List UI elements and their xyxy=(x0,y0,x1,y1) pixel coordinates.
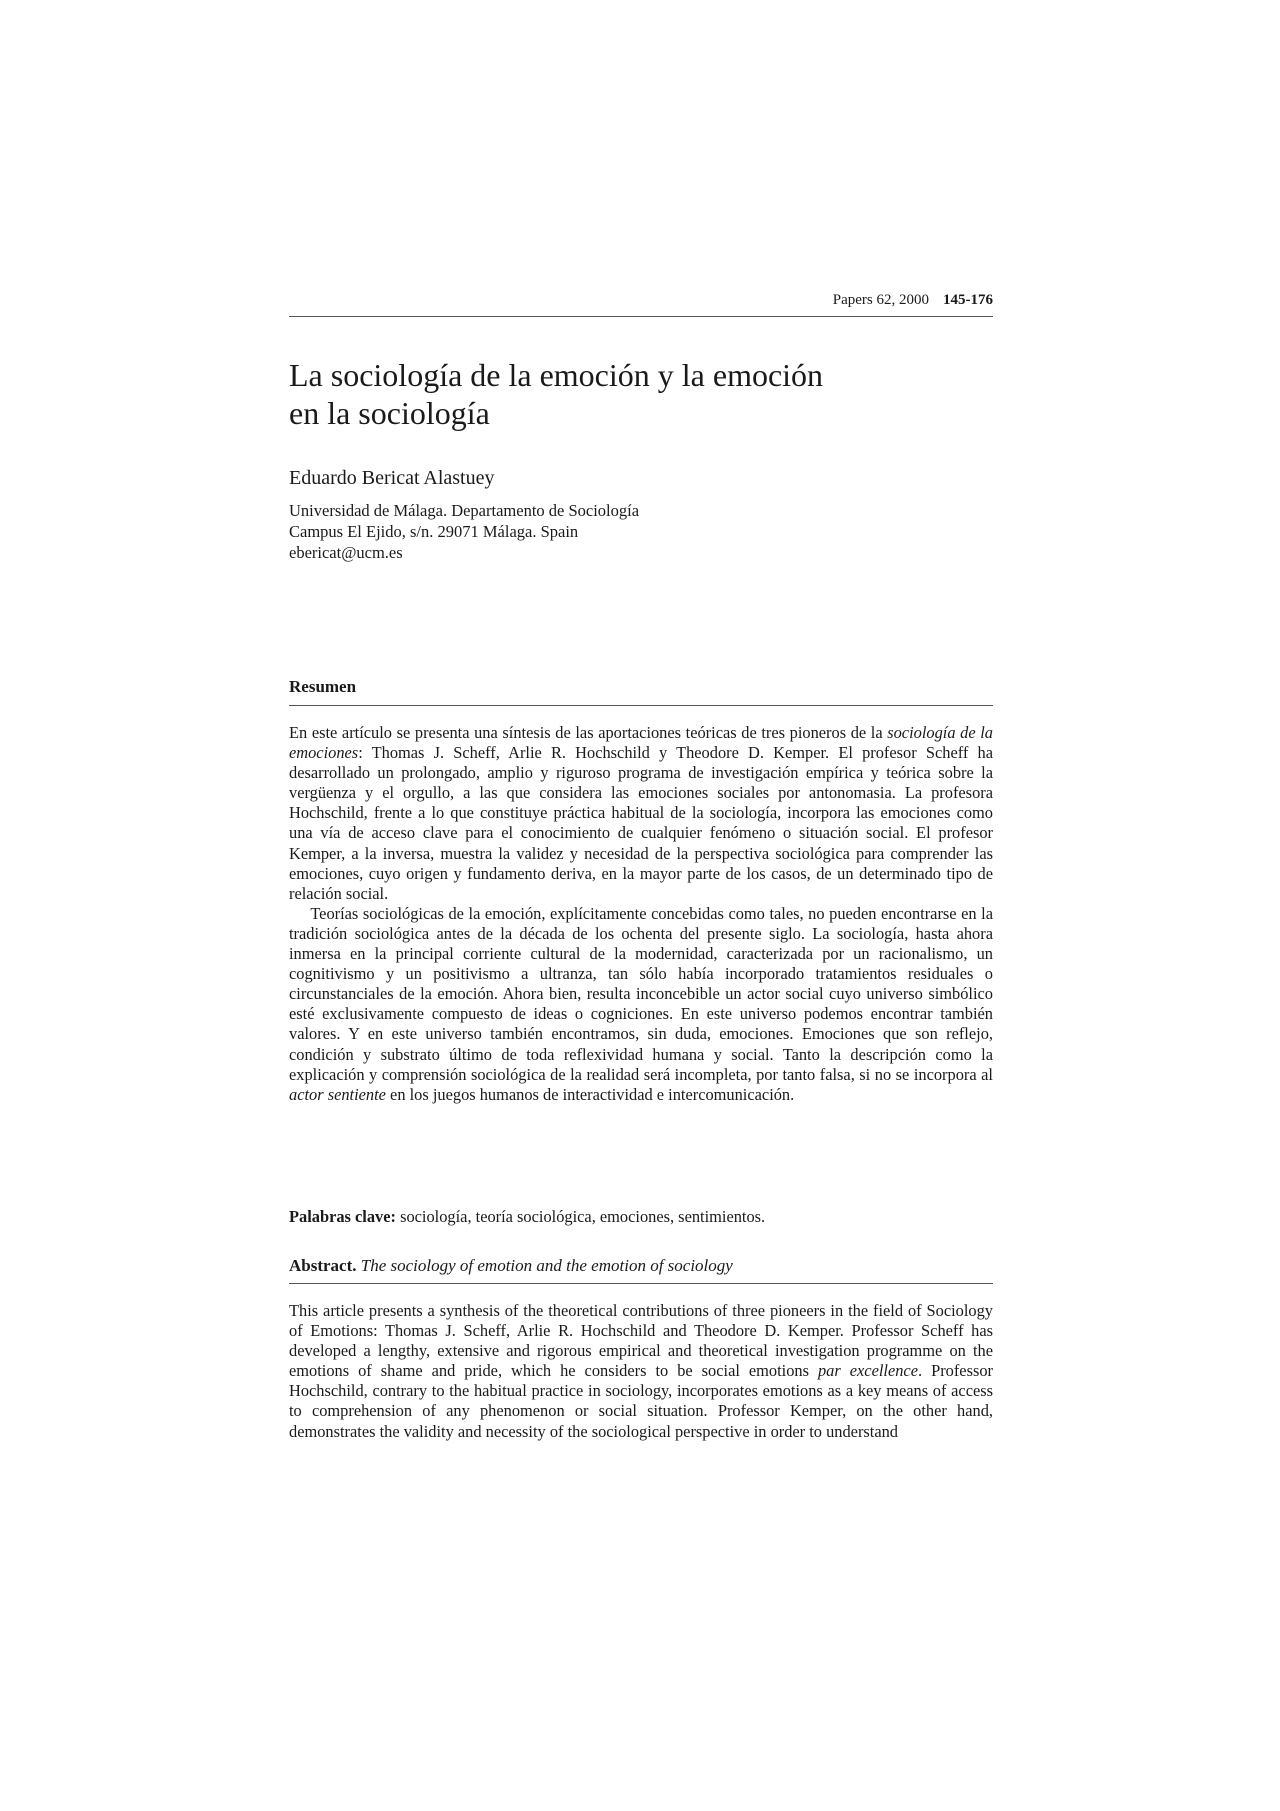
author-name: Eduardo Bericat Alastuey xyxy=(289,467,495,489)
abstract-title: The sociology of emotion and the emotion of sociology xyxy=(360,1256,733,1275)
abstract-rule xyxy=(289,1283,993,1284)
resumen-heading: Resumen xyxy=(289,677,357,696)
header-rule xyxy=(289,316,993,317)
abstract-heading: Abstract. The sociology of emotion and the emotion of sociology xyxy=(289,1256,733,1275)
article-title xyxy=(289,356,993,432)
resumen-rule xyxy=(289,705,993,706)
journal-citation: Papers 62, 2000 xyxy=(832,292,929,308)
page-range: 145-176 xyxy=(943,292,993,308)
affiliation-line-2: Campus El Ejido, s/n. 29071 Málaga. Spain xyxy=(289,522,579,541)
affiliation-line-1: Universidad de Málaga. Departamento de Sociología xyxy=(289,501,640,520)
title-line-1: La sociología de la emoción y la emoción xyxy=(289,357,824,393)
keywords-list: sociología, teoría sociológica, emociones, sentimientos. xyxy=(395,1207,766,1226)
author-email: ebericat@ucm.es xyxy=(289,543,403,562)
abstract-paragraph-1: This article presents a synthesis of the theoretical contributions of three pioneers in the field of Sociology of Emotions: Thomas J. Scheff, Arlie R. Hochschild and Theodore D. Kemper. Professor Scheff has developed a lengthy, extensive and rigorous empirical and theoretical investigation programme on the emotions of shame and pride, which he considers to be social emotions par excellence. Professor Hochschild, contrary to the habitual practice in sociology, incorporates emotions as a key means of access to comprehension of any phenomenon or social situation. Professor Kemper, on the other hand, demonstrates the validity and necessity of the sociological perspective in order to understand xyxy=(289,1301,993,1441)
resumen-body xyxy=(289,723,993,1105)
author-affiliation xyxy=(289,500,639,563)
abstract-body xyxy=(289,1301,993,1442)
keywords xyxy=(289,1207,765,1227)
resumen-paragraph-1: En este artículo se presenta una síntesis de las aportaciones teóricas de tres pioneros de la sociología de la emociones: Thomas J. Scheff, Arlie R. Hochschild y Theodore D. Kemper. El profesor Scheff ha desarrollado un prolongado, amplio y riguroso programa de investigación empírica y teórica sobre la vergüenza y el orgullo, a las que considera las emociones sociales por antonomasia. La profesora Hochschild, frente a lo que constituye práctica habitual de la sociología, incorpora las emociones como una vía de acceso clave para el conocimiento de cualquier fenómeno o situación social. El profesor Kemper, a la inversa, muestra la validez y necesidad de la perspectiva sociológica para comprender las emociones, cuyo origen y fundamento deriva, en la mayor parte de los casos, de un determinado tipo de relación social. xyxy=(289,723,993,903)
keywords-label: Palabras clave: xyxy=(289,1207,396,1226)
title-line-2: en la sociología xyxy=(289,395,490,431)
running-head xyxy=(833,292,993,309)
resumen-paragraph-2: Teorías sociológicas de la emoción, explícitamente concebidas como tales, no pueden encontrarse en la tradición sociológica antes de la década de los ochenta del presente siglo. La sociología, hasta ahora inmersa en la principal corriente cultural de la modernidad, caracterizada por un racionalismo, un cognitivismo y un positivismo a ultranza, tan sólo había incorporado tratamientos residuales o circunstanciales de la emoción. Ahora bien, resulta inconcebible un actor social cuyo universo simbólico esté exclusivamente compuesto de ideas o cogniciones. En este universo podemos encontrar también valores. Y en este universo también encontramos, sin duda, emociones. Emociones que son reflejo, condición y substrato último de toda reflexividad humana y social. Tanto la descripción como la explicación y comprensión sociológica de la realidad será incompleta, por tanto falsa, si no se incorpora al actor sentiente en los juegos humanos de interactividad e intercomunicación. xyxy=(289,903,993,1104)
